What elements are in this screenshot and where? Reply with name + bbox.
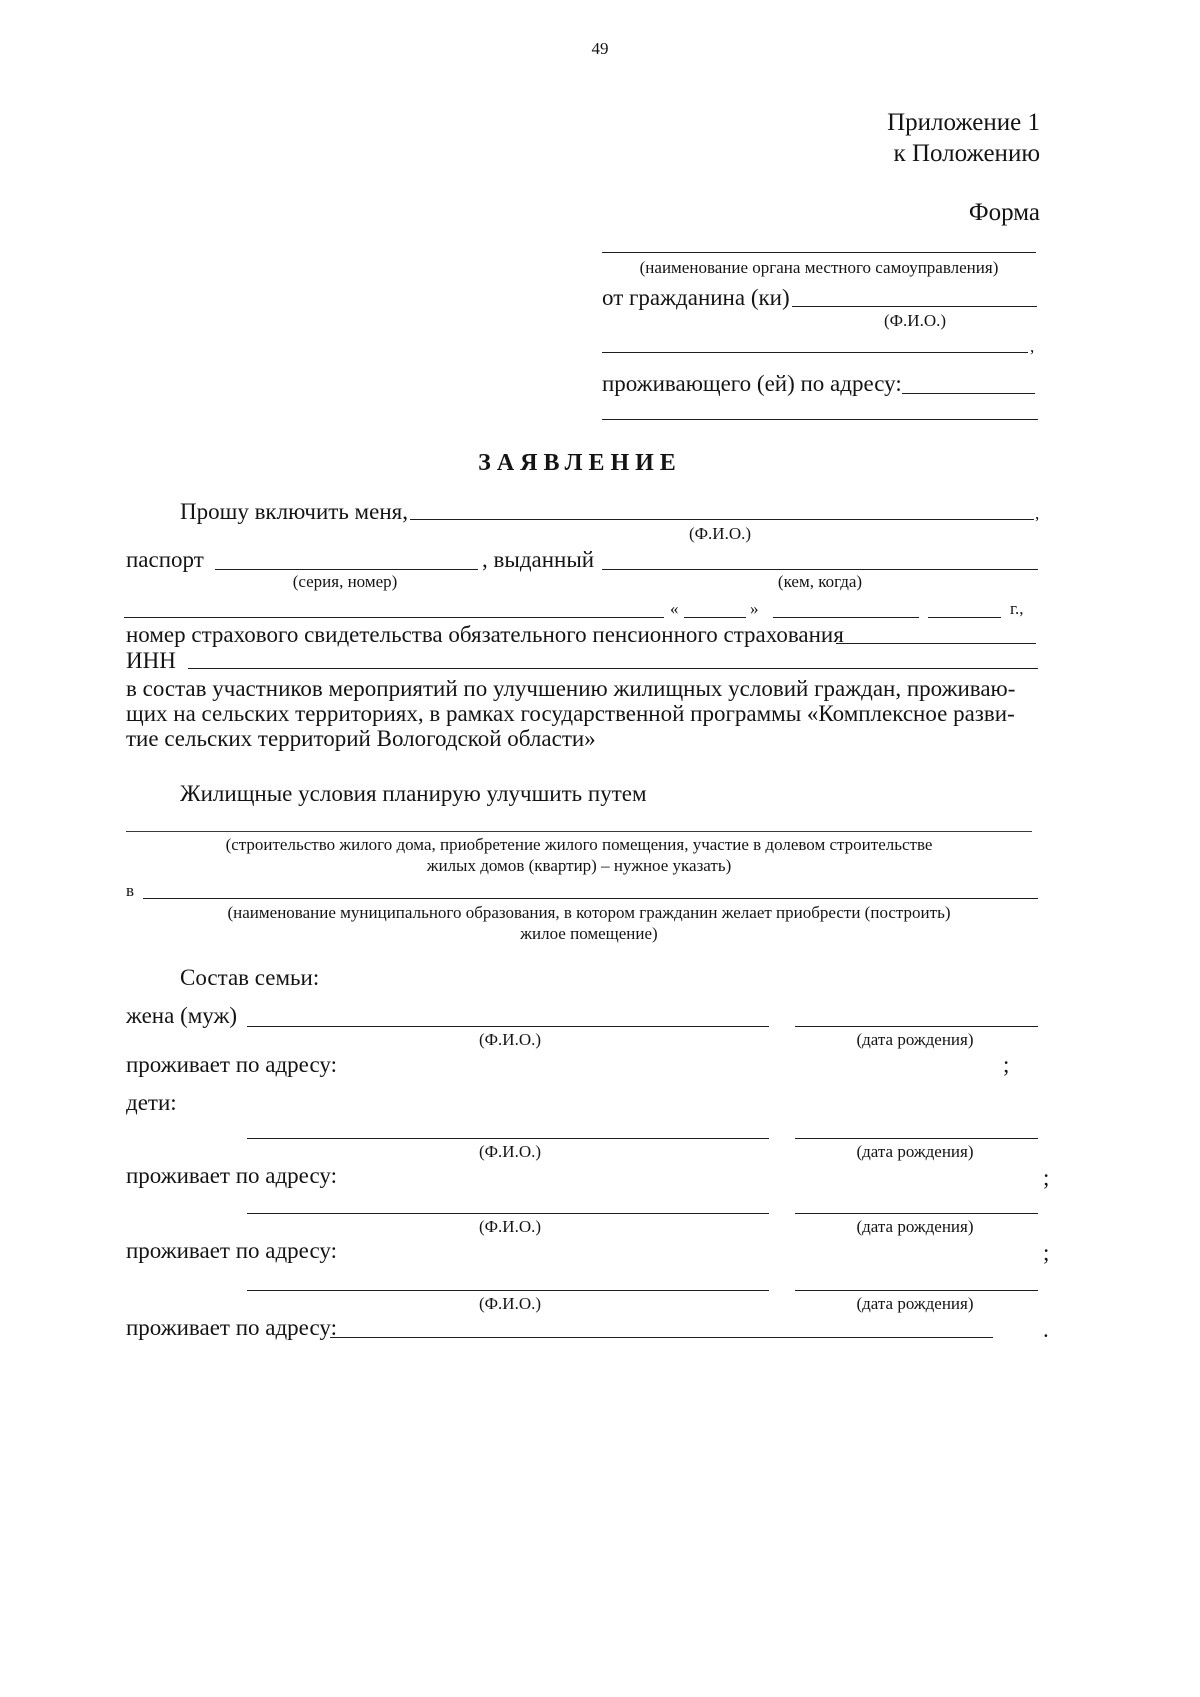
child-2-fio-caption: (Ф.И.О.) [478,1217,542,1236]
child-3-dob-caption: (дата рождения) [856,1294,974,1313]
child-3-fio-line[interactable] [247,1290,769,1291]
semicolon-mark: ; [1003,1052,1010,1077]
year-label: г., [1010,599,1024,618]
comma-mark: , [1030,337,1035,356]
semicolon-mark: ; [1043,1165,1050,1190]
semicolon-mark: ; [1043,1240,1050,1265]
child-3-address-label: проживает по адресу: [126,1315,337,1340]
issue-day-line[interactable] [684,617,746,618]
child-1-dob-line[interactable] [795,1138,1038,1139]
children-label: дети: [126,1090,177,1115]
housing-plan-label: Жилищные условия планирую улучшить путем [180,781,647,806]
housing-method-line[interactable] [126,831,1032,832]
spouse-dob-caption: (дата рождения) [856,1030,974,1049]
citizen-fio-caption: (Ф.И.О.) [883,311,947,330]
child-2-fio-line[interactable] [247,1213,769,1214]
child-2-address-label: проживает по адресу: [126,1238,337,1263]
appendix-label: Приложение 1 [887,109,1040,136]
family-heading: Состав семьи: [180,965,320,990]
address-line-2[interactable] [602,419,1038,420]
child-1-dob-caption: (дата рождения) [856,1142,974,1161]
inn-label: ИНН [126,648,176,673]
snils-label: номер страхового свидетельства обязательного пенсионного страхования [126,622,844,647]
request-text: Прошу включить меня, [180,499,408,524]
address-line-1[interactable] [902,393,1035,394]
quote-open: « [670,599,679,618]
housing-caption-line-2: жилых домов (квартир) – нужное указать) [426,856,732,875]
comma-mark: , [1035,504,1040,523]
residing-label: проживающего (ей) по адресу: [602,371,902,396]
citizen-fio-line[interactable] [792,306,1037,307]
municipality-caption-line-1: (наименование муниципального образования, в котором гражданин желает приобрести (построить) [227,903,951,922]
document-title: ЗАЯВЛЕНИЕ [478,450,682,476]
issue-year-line[interactable] [928,617,1001,618]
quote-close: » [750,599,759,618]
child-3-fio-caption: (Ф.И.О.) [478,1294,542,1313]
municipality-line[interactable] [143,898,1038,899]
issued-label: , выданный [482,547,595,572]
issued-by-caption: (кем, когда) [777,572,863,591]
period-mark: . [1043,1317,1049,1342]
child-2-dob-line[interactable] [795,1213,1038,1214]
applicant-fio-caption: (Ф.И.О.) [688,524,752,543]
authority-caption: (наименование органа местного самоуправления) [639,258,999,277]
issued-by-line-2[interactable] [124,617,664,618]
spouse-address-label: проживает по адресу: [126,1052,337,1077]
passport-label: паспорт [126,547,204,572]
paragraph-line-3: тие сельских территорий Вологодской области» [126,726,596,751]
citizen-fio-line-2[interactable] [602,352,1028,353]
municipality-caption-line-2: жилое помещение) [520,924,658,943]
issue-month-line[interactable] [773,617,919,618]
authority-line[interactable] [602,252,1036,253]
from-citizen-label: от гражданина (ки) [602,285,790,310]
child-1-fio-line[interactable] [247,1138,769,1139]
child-3-address-line[interactable] [330,1337,993,1338]
child-1-fio-caption: (Ф.И.О.) [478,1142,542,1161]
spouse-fio-caption: (Ф.И.О.) [478,1030,542,1049]
series-number-caption: (серия, номер) [292,572,398,591]
page-number: 49 [591,39,609,58]
paragraph-line-2: щих на сельских территориях, в рамках государственной программы «Комплексное разви- [126,701,1015,726]
regulation-label: к Положению [893,140,1040,167]
paragraph-line-1: в состав участников мероприятий по улучшению жилищных условий граждан, проживаю- [126,676,1016,701]
child-1-address-label: проживает по адресу: [126,1163,337,1188]
spouse-dob-line[interactable] [795,1026,1038,1027]
child-2-dob-caption: (дата рождения) [856,1217,974,1236]
spouse-fio-line[interactable] [247,1026,769,1027]
housing-caption-line-1: (строительство жилого дома, приобретение жилого помещения, участие в долевом строительстве [225,835,933,854]
child-3-dob-line[interactable] [795,1290,1038,1291]
applicant-fio-line[interactable] [410,519,1034,520]
issued-by-line[interactable] [602,569,1038,570]
form-label: Форма [968,199,1040,226]
inn-line[interactable] [188,668,1038,669]
passport-number-line[interactable] [215,569,478,570]
spouse-label: жена (муж) [126,1003,238,1028]
snils-line[interactable] [836,643,1036,644]
in-label: в [126,881,135,900]
